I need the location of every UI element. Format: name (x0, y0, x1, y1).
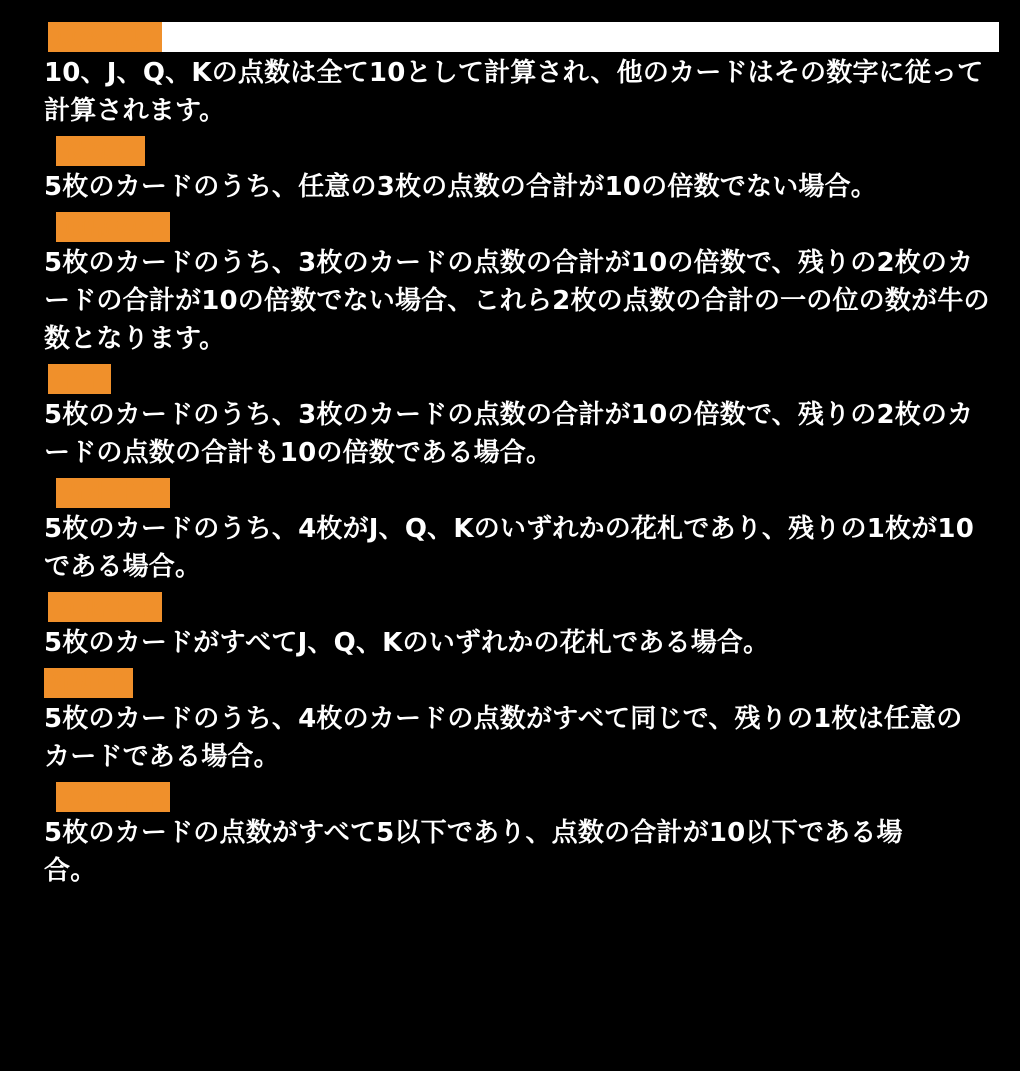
rule-block-1 (44, 22, 999, 130)
rule-block-4 (44, 364, 999, 472)
rule-body-3: 5枚のカードのうち、3枚のカードの点数の合計が10の倍数で、残りの2枚のカードの合計が10の倍数でない場合、これら2枚の点数の合計の一の位の数が牛の数となります。 (44, 248, 990, 354)
rule-block-7 (44, 668, 999, 776)
rule-block-8 (44, 782, 999, 890)
rule-heading-7: 炸弾牛 (44, 668, 133, 698)
rule-heading-8: 五小牛牛 (56, 782, 170, 812)
rule-body-1: 10、J、Q、Kの点数は全て10として計算され、他のカードはその数字に従って計算されます。 (44, 58, 984, 126)
rule-body-7: 5枚のカードのうち、4枚のカードの点数がすべて同じで、残りの1枚は任意のカードである場合。 (44, 704, 963, 772)
rule-heading-1: 点数計算 (48, 22, 162, 52)
rule-heading-4: 牛牛 (48, 364, 111, 394)
rule-block-2 (44, 136, 999, 206)
rule-body-2: 5枚のカードのうち、任意の3枚の点数の合計が10の倍数でない場合。 (44, 172, 877, 202)
rule-heading-3: 通常の牛 (56, 212, 170, 242)
rule-block-6 (44, 592, 999, 662)
rule-heading-5: 五小牛牛 (56, 478, 170, 508)
rule-heading-6: 五花牛牛 (48, 592, 162, 622)
rule-block-3 (44, 212, 999, 358)
rule-body-5: 5枚のカードのうち、4枚がJ、Q、Kのいずれかの花札であり、残りの1枚が10である場合。 (44, 514, 974, 582)
rule-body-4: 5枚のカードのうち、3枚のカードの点数の合計が10の倍数で、残りの2枚のカードの点数の合計も10の倍数である場合。 (44, 400, 974, 468)
rule-body-8: 5枚のカードの点数がすべて5以下であり、点数の合計が10以下である場合。 (44, 818, 903, 886)
rule-body-6: 5枚のカードがすべてJ、Q、Kのいずれかの花札である場合。 (44, 628, 770, 658)
rule-block-5 (44, 478, 999, 586)
rule-heading-2: 役なし (56, 136, 145, 166)
rules-content (44, 22, 999, 896)
